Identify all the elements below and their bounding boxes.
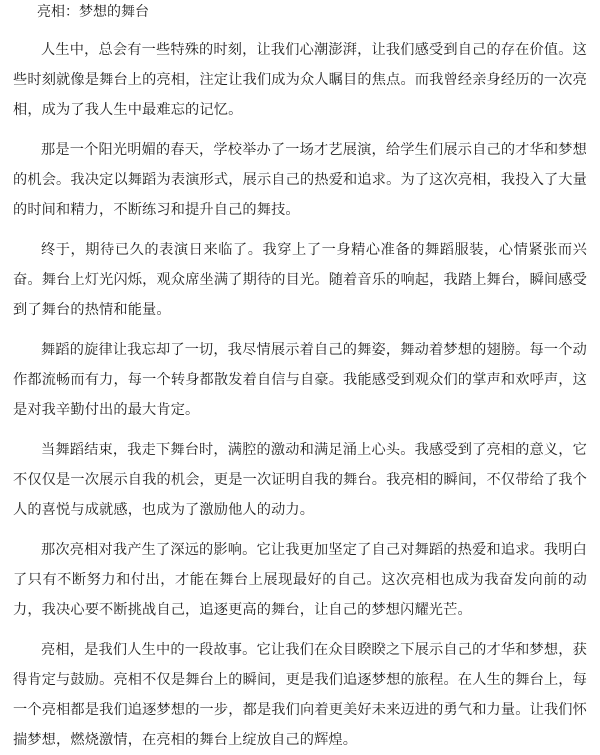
paragraph-7: 亮相，是我们人生中的一段故事。它让我们在众目睽睽之下展示自己的才华和梦想，获得肯定与鼓励。亮相不仅是舞台上的瞬间，更是我们追逐梦想的旅程。在人生的舞台上，每一个亮相都是我们追逐梦想的一步，都是我们向着更美好未来迈进的勇气和力量。让我们怀揣梦想，燃烧激情，在亮相的舞台上绽放自己的辉煌。: [13, 642, 587, 748]
paragraph-2: 那是一个阳光明媚的春天，学校举办了一场才艺展演，给学生们展示自己的才华和梦想的机会。我决定以舞蹈为表演形式，展示自己的热爱和追求。为了这次亮相，我投入了大量的时间和精力，不断练习和提升自己的舞技。: [13, 142, 587, 218]
spacer: [13, 525, 587, 535]
paragraph-1: 人生中，总会有一些特殊的时刻，让我们心潮澎湃，让我们感受到自己的存在价值。这些时刻就像是舞台上的亮相，注定让我们成为众人瞩目的焦点。而我曾经亲身经历的一次亮相，成为了我人生中最难忘的记忆。: [13, 42, 587, 118]
paragraph-4: 舞蹈的旋律让我忘却了一切，我尽情展示着自己的舞姿，舞动着梦想的翅膀。每一个动作都流畅而有力，每一个转身都散发着自信与自豪。我能感受到观众们的掌声和欢呼声，这是对我辛勤付出的最大肯定。: [13, 342, 587, 418]
article: [13, 0, 587, 755]
paragraph-5: 当舞蹈结束，我走下舞台时，满腔的激动和满足涌上心头。我感受到了亮相的意义，它不仅仅是一次展示自我的机会，更是一次证明自我的舞台。我亮相的瞬间，不仅带给了我个人的喜悦与成就感，也成为了激励他人的动力。: [13, 442, 587, 518]
spacer: [13, 25, 587, 35]
spacer: [13, 425, 587, 435]
paragraph-6: 那次亮相对我产生了深远的影响。它让我更加坚定了自己对舞蹈的热爱和追求。我明白了只有不断努力和付出，才能在舞台上展现最好的自己。这次亮相也成为我奋发向前的动力，我决心要不断挑战自己，追逐更高的舞台，让自己的梦想闪耀光芒。: [13, 542, 587, 618]
article-title: 亮相：梦想的舞台: [37, 4, 149, 20]
spacer: [13, 125, 587, 135]
spacer: [13, 225, 587, 235]
paragraph-3: 终于，期待已久的表演日来临了。我穿上了一身精心准备的舞蹈服装，心情紧张而兴奋。舞台上灯光闪烁，观众席坐满了期待的目光。随着音乐的响起，我踏上舞台，瞬间感受到了舞台的热情和能量。: [13, 242, 587, 318]
spacer: [13, 625, 587, 635]
spacer: [13, 325, 587, 335]
